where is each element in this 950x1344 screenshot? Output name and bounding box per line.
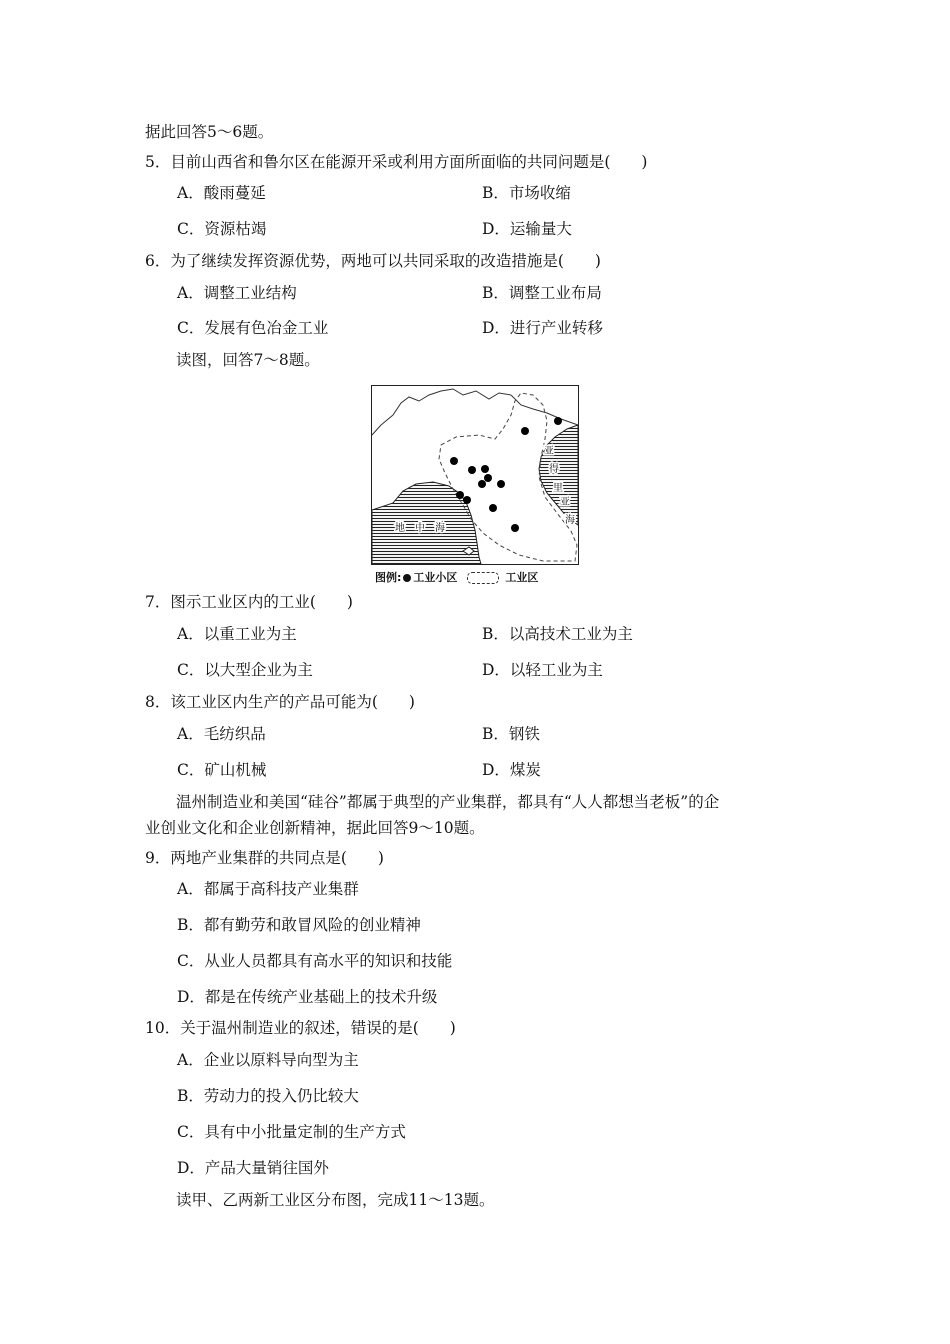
industrial-subarea-dot: [468, 466, 476, 474]
intro-7-8: 读图，回答7～8题。: [176, 351, 320, 369]
legend-title: 图例:: [375, 571, 402, 584]
q7-option-a: A．以重工业为主: [177, 625, 297, 643]
question-10-stem: 10．关于温州制造业的叙述，错误的是( ): [145, 1019, 456, 1037]
industrial-subarea-dot: [511, 524, 519, 532]
q8-option-c: C．矿山机械: [177, 761, 267, 779]
industrial-subarea-dot: [497, 480, 505, 488]
q7-option-b: B．以高技术工业为主: [482, 625, 633, 643]
q6-option-b: B．调整工业布局: [482, 284, 602, 302]
industrial-subarea-dot: [481, 465, 489, 473]
industrial-subarea-dot: [450, 457, 458, 465]
adriatic-label-char: 里: [553, 483, 563, 494]
question-9-stem: 9．两地产业集群的共同点是( ): [145, 849, 384, 867]
adriatic-label-char: 得: [549, 464, 559, 475]
industrial-subarea-dot: [554, 417, 562, 425]
industrial-subarea-dot: [484, 474, 492, 482]
q7-option-d: D．以轻工业为主: [482, 661, 603, 679]
industrial-zone-map: [371, 385, 579, 565]
intro-9-10-line-1: 温州制造业和美国“硅谷”都属于典型的产业集群，都具有“人人都想当老板”的企: [176, 793, 720, 811]
intro-9-10-line-2: 业创业文化和企业创新精神，据此回答9～10题。: [145, 819, 485, 837]
q8-option-b: B．钢铁: [482, 725, 540, 743]
mediterranean-label: 地 中 海: [395, 523, 445, 534]
q10-option-b: B．劳动力的投入仍比较大: [177, 1087, 359, 1105]
q7-option-c: C．以大型企业为主: [177, 661, 313, 679]
q9-option-a: A．都属于高科技产业集群: [177, 880, 359, 898]
q10-option-a: A．企业以原料导向型为主: [177, 1051, 359, 1069]
map-legend: [375, 569, 538, 585]
q5-option-b: B．市场收缩: [482, 184, 571, 202]
industrial-subarea-dot: [489, 504, 497, 512]
q6-option-c: C．发展有色冶金工业: [177, 319, 329, 337]
q5-option-c: C．资源枯竭: [177, 220, 267, 238]
q8-option-d: D．煤炭: [482, 761, 541, 779]
question-7-stem: 7．图示工业区内的工业( ): [145, 593, 353, 611]
q10-option-c: C．具有中小批量定制的生产方式: [177, 1123, 406, 1141]
q9-option-d: D．都是在传统产业基础上的技术升级: [177, 988, 438, 1006]
question-5-stem: 5．目前山西省和鲁尔区在能源开采或利用方面所面临的共同问题是( ): [145, 153, 648, 171]
intro-11-13: 读甲、乙两新工业区分布图，完成11～13题。: [176, 1191, 495, 1209]
industrial-subarea-dot: [463, 496, 471, 504]
industrial-subarea-dot: [478, 480, 486, 488]
legend-dashed-zone-icon: [467, 572, 499, 584]
q5-option-d: D．运输量大: [482, 220, 572, 238]
industrial-subarea-dot: [456, 491, 464, 499]
legend-dot-label: 工业小区: [413, 571, 458, 584]
q8-option-a: A．毛纺织品: [177, 725, 266, 743]
industrial-subarea-dot: [521, 427, 529, 435]
question-8-stem: 8．该工业区内生产的产品可能为( ): [145, 693, 415, 711]
legend-zone-label: 工业区: [505, 571, 539, 584]
adriatic-label-char: 海: [565, 515, 575, 526]
legend-dot-icon: [403, 574, 411, 582]
q9-option-b: B．都有勤劳和敢冒风险的创业精神: [177, 916, 421, 934]
q6-option-d: D．进行产业转移: [482, 319, 603, 337]
q10-option-d: D．产品大量销往国外: [177, 1159, 329, 1177]
q5-option-a: A．酸雨蔓延: [177, 184, 266, 202]
question-6-stem: 6．为了继续发挥资源优势，两地可以共同采取的改造措施是( ): [145, 252, 601, 270]
adriatic-label-char: 亚: [544, 446, 554, 457]
q9-option-c: C．从业人员都具有高水平的知识和技能: [177, 952, 453, 970]
intro-5-6: 据此回答5～6题。: [145, 123, 274, 141]
q6-option-a: A．调整工业结构: [177, 284, 297, 302]
adriatic-label-char: 亚: [560, 497, 570, 508]
